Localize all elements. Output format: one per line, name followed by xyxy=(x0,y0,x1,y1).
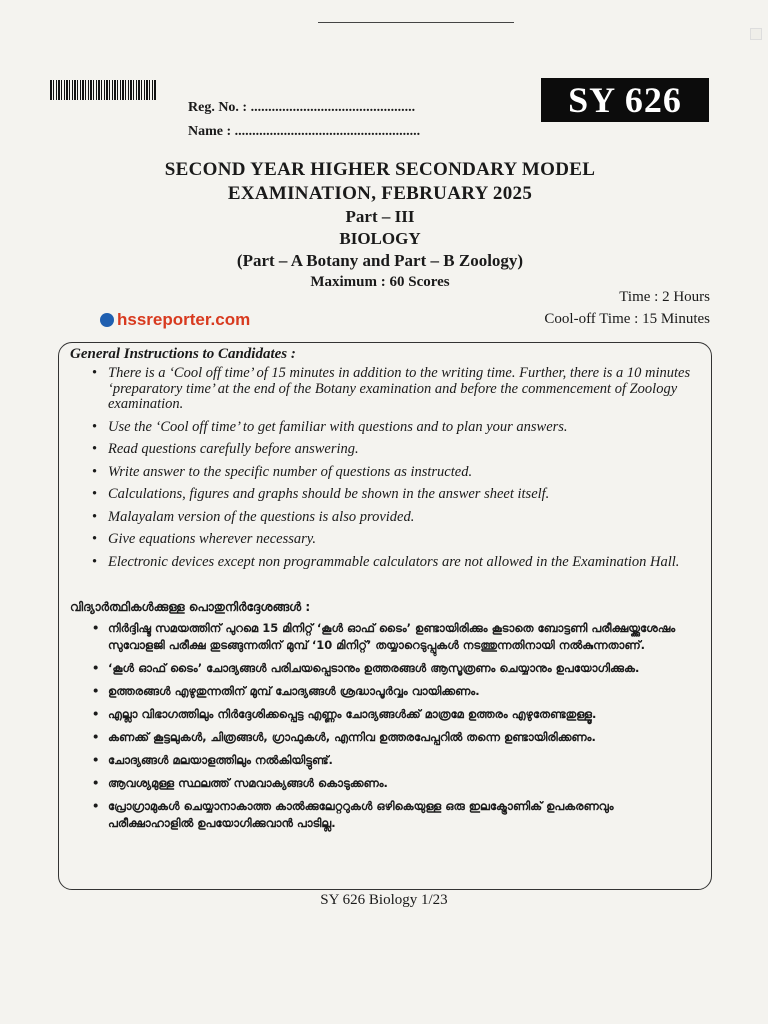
exam-code-badge: SY 626 xyxy=(541,78,709,122)
top-rule xyxy=(318,22,514,23)
instruction-item: • Malayalam version of the questions is also provided. xyxy=(92,510,692,526)
instruction-item-ml: • പ്രോഗ്രാമുകൾ ചെയ്യാനാകാത്ത കാൽക്കുലേറ്ററുകൾ ഒഴികെയുള്ള ഒരു ഇലക്ട്രോണിക് ഉപകരണവും പരീക്ഷാഹാളിൽ ഉപയോഗിക്കുവാൻ പാടില്ല. xyxy=(92,798,702,832)
max-scores: Maximum : 60 Scores xyxy=(310,274,450,290)
instructions-title-ml: വിദ്യാർത്ഥികൾക്കുള്ള പൊതുനിർദ്ദേശങ്ങൾ : xyxy=(70,600,311,614)
punch-hole xyxy=(750,28,762,40)
exam-title-line1: SECOND YEAR HIGHER SECONDARY MODEL xyxy=(164,159,596,180)
watermark-logo xyxy=(100,310,250,330)
barcode xyxy=(50,80,156,100)
exam-subject: BIOLOGY xyxy=(339,229,421,248)
instructions-list-en xyxy=(92,366,692,577)
instruction-item-ml: • കണക്ക് കൂട്ടലുകൾ, ചിത്രങ്ങൾ, ഗ്രാഫുകൾ, എന്നിവ ഉത്തരപേപ്പറിൽ തന്നെ ഉണ്ടായിരിക്കണം. xyxy=(92,729,702,746)
instruction-item-ml: • ‘കൂൾ ഓഫ് ടൈം’ ചോദ്യങ്ങൾ പരിചയപ്പെടാനും ഉത്തരങ്ങൾ ആസൂത്രണം ചെയ്യാനും ഉപയോഗിക്കുക. xyxy=(92,660,702,677)
instructions-title: General Instructions to Candidates : xyxy=(70,346,296,362)
watermark-text: hssreporter.com xyxy=(117,310,251,329)
exam-title-block xyxy=(100,158,660,292)
exam-sections: (Part – A Botany and Part – B Zoology) xyxy=(236,251,524,270)
instruction-item: • Write answer to the specific number of questions as instructed. xyxy=(92,465,692,481)
exam-part: Part – III xyxy=(345,207,415,226)
cool-off-time: Cool-off Time : 15 Minutes xyxy=(544,311,710,327)
instruction-item: • Read questions carefully before answering. xyxy=(92,442,692,458)
instruction-item-ml: • ഉത്തരങ്ങൾ എഴുതുന്നതിന് മുമ്പ് ചോദ്യങ്ങൾ ശ്രദ്ധാപൂർവ്വം വായിക്കണം. xyxy=(92,683,702,700)
instruction-item-ml: • ആവശ്യമുള്ള സ്ഥലത്ത് സമവാക്യങ്ങൾ കൊടുക്കണം. xyxy=(92,775,702,792)
instructions-list-ml xyxy=(92,620,702,838)
reg-no-field: Reg. No. : ............................................... xyxy=(188,100,416,115)
instruction-item: • Use the ‘Cool off time’ to get familiar with questions and to plan your answers. xyxy=(92,420,692,436)
logo-icon xyxy=(100,313,114,327)
name-field: Name : ..................................................... xyxy=(188,124,421,139)
instruction-item: • There is a ‘Cool off time’ of 15 minutes in addition to the writing time. Further, there is a 10 minutes ‘preparatory time’ at the end of the Botany examination and before the commencement of Zoology examination. xyxy=(92,366,692,413)
instruction-item-ml: • എല്ലാ വിഭാഗത്തിലും നിർദ്ദേശിക്കപ്പെട്ട എണ്ണം ചോദ്യങ്ങൾക്ക് മാത്രമേ ഉത്തരം എഴുതേണ്ടതുള്ളൂ. xyxy=(92,706,702,723)
instruction-item: • Electronic devices except non programmable calculators are not allowed in the Examination Hall. xyxy=(92,555,692,571)
exam-title-line2: EXAMINATION, FEBRUARY 2025 xyxy=(227,183,533,204)
instruction-item: • Calculations, figures and graphs should be shown in the answer sheet itself. xyxy=(92,487,692,503)
instruction-item: • Give equations wherever necessary. xyxy=(92,532,692,548)
time-allowed: Time : 2 Hours xyxy=(619,289,710,305)
instruction-item-ml: • നിർദ്ദിഷ്ട സമയത്തിന് പുറമെ 15 മിനിറ്റ് ‘കൂൾ ഓഫ് ടൈം’ ഉണ്ടായിരിക്കും കൂടാതെ ബോട്ടണി പരീക്ഷയ്ക്കുശേഷം സുവോളജി പരീക്ഷ തുടങ്ങുന്നതിന് മുമ്പ് ‘10 മിനിറ്റ്’ തയ്യാറെടുപ്പുകൾ നടത്തുന്നതിനായി നൽകുന്നതാണ്. xyxy=(92,620,702,654)
page-footer: SY 626 Biology 1/23 xyxy=(320,892,448,908)
instruction-item-ml: • ചോദ്യങ്ങൾ മലയാളത്തിലും നൽകിയിട്ടുണ്ട്. xyxy=(92,752,702,769)
